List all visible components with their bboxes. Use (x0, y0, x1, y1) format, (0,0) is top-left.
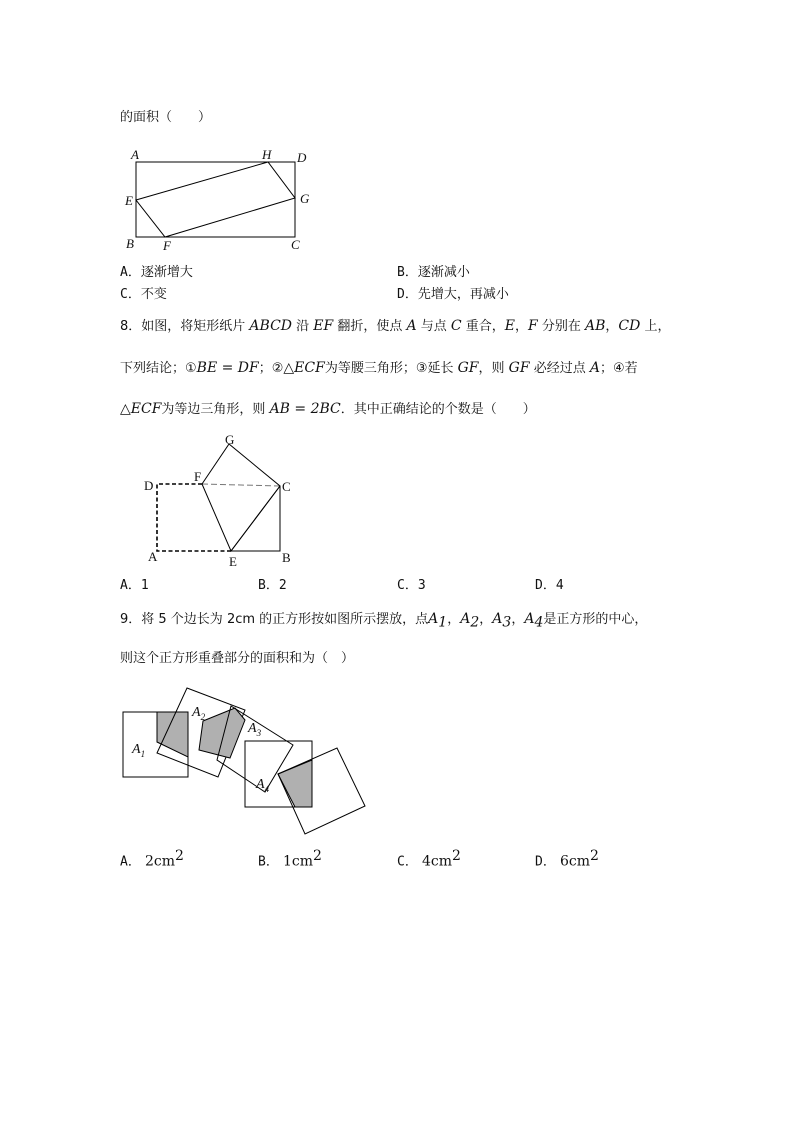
q8-option-c[interactable]: C．3 (397, 578, 426, 593)
q9-option-c[interactable]: C． $4cm^2$ (397, 848, 461, 870)
q8-label-D: D (144, 478, 154, 493)
q7-label-F: F (163, 238, 171, 253)
q9-line2: 则这个正方形重叠部分的面积和为（ ） (120, 651, 355, 666)
q8-label-A: A (148, 549, 158, 564)
q9-option-a[interactable]: A． $2cm^2$ (120, 848, 184, 870)
q8-line2: 下列结论；①BE = DF；②△ECF为等腰三角形；③延长 GF，则 GF 必经过点 A；④若 (120, 360, 638, 376)
q7-stem-tail: 的面积（ ） (120, 110, 212, 125)
q9-label-A2: $A_2$ (192, 705, 206, 722)
q8-option-a[interactable]: A．1 (120, 578, 149, 593)
q9-label-A3: $A_3$ (248, 721, 262, 738)
q8-dashed-left (157, 484, 231, 551)
q9-label-A1: $A_1$ (132, 742, 146, 759)
q9-figure (115, 680, 375, 840)
q7-label-G: G (300, 191, 310, 206)
q9-option-b[interactable]: B． $1cm^2$ (258, 848, 322, 870)
q7-label-H: H (262, 147, 272, 162)
q8-line1: 8．如图，将矩形纸片 ABCD 沿 EF 翻折，使点 A 与点 C 重合，E，F 分别在 AB，CD 上， (120, 318, 671, 334)
q7-label-C: C (291, 237, 300, 252)
q9-label-A4: $A_4$ (256, 777, 270, 794)
q8-label-E: E (229, 554, 237, 569)
q7-label-D: D (297, 150, 307, 165)
q7-option-c[interactable]: C．不变 (120, 287, 167, 302)
q8-option-d[interactable]: D．4 (535, 578, 564, 593)
q8-label-B: B (282, 550, 291, 565)
q8-label-C: C (282, 479, 291, 494)
q7-label-B: B (126, 236, 134, 251)
q8-folded-flap (202, 444, 280, 551)
q8-line3: △ECF为等边三角形，则 AB = 2BC．其中正确结论的个数是（ ） (120, 401, 536, 417)
q7-label-E: E (125, 193, 133, 208)
q9-option-d[interactable]: D． $6cm^2$ (535, 848, 599, 870)
q7-label-A: A (131, 147, 139, 162)
q7-parallelogram (136, 162, 295, 237)
q8-line-ec (231, 486, 280, 551)
q9-line1: 9．将 5 个边长为 2cm 的正方形按如图所示摆放，点$A_1$，$A_2$，$A_3$，$A_4$是正方形的中心， (120, 611, 648, 631)
q8-option-b[interactable]: B．2 (258, 578, 287, 593)
q8-label-F: F (194, 469, 202, 484)
q9-shade-2 (199, 708, 245, 758)
q8-label-G: G (225, 432, 235, 447)
q7-option-b[interactable]: B．逐渐减小 (397, 265, 470, 280)
q7-option-d[interactable]: D．先增大，再减小 (397, 287, 509, 302)
q7-option-a[interactable]: A．逐渐增大 (120, 265, 193, 280)
q8-dashed-fc (202, 484, 280, 486)
q7-rectangle (136, 162, 295, 237)
q7-figure (120, 140, 320, 255)
